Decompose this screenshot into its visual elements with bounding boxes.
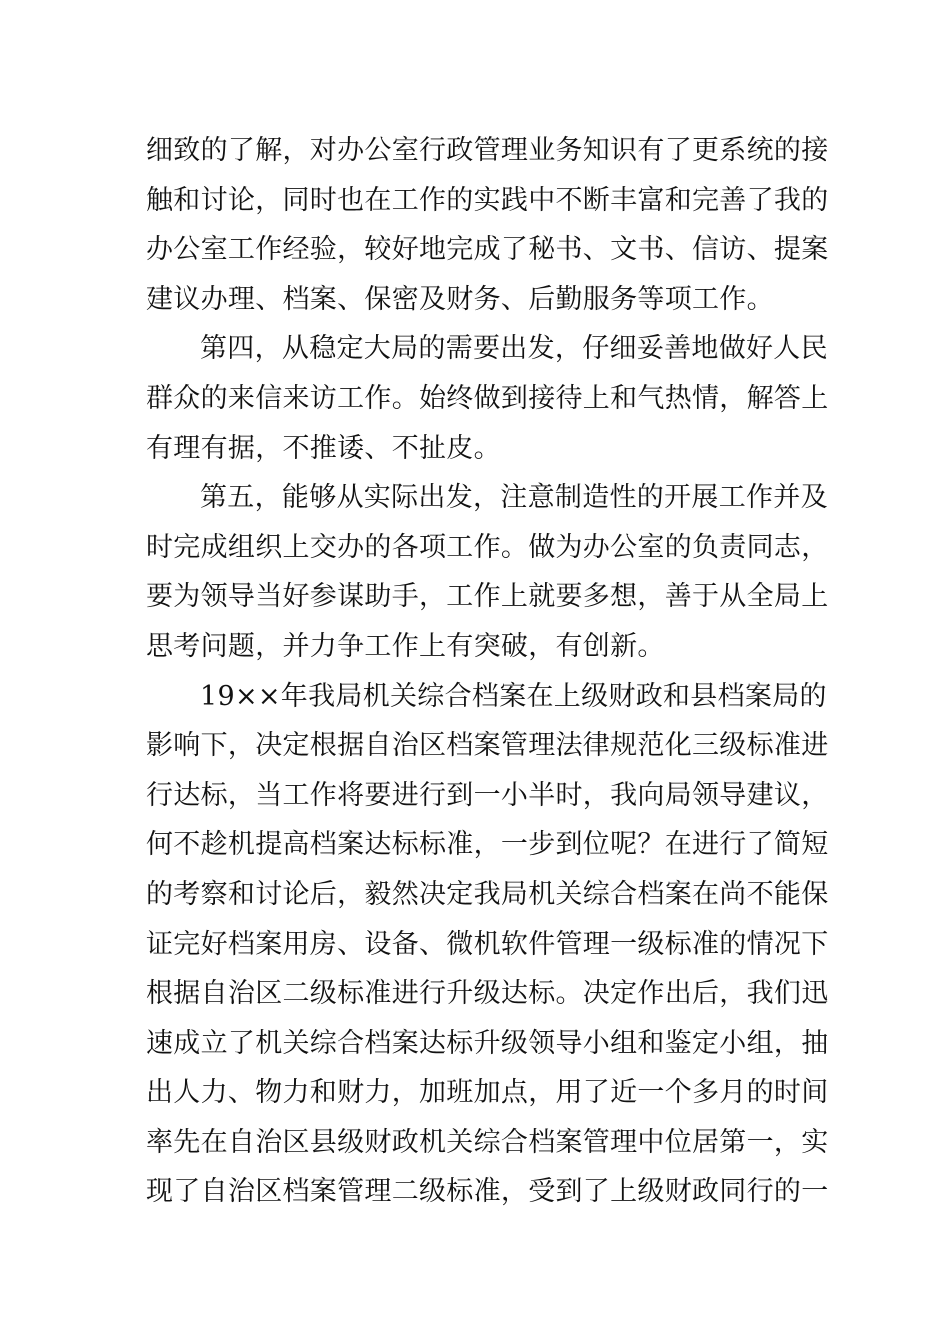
text-line: 根据自治区二级标准进行升级达标。决定作出后，我们迅 [146,978,829,1010]
text-line: 率先在自治区县级财政机关综合档案管理中位居第一，实 [146,1126,829,1158]
body-text [146,126,829,1217]
text-line: 思考问题，并力争工作上有突破，有创新。 [146,630,665,662]
text-line: 有理有据，不推诿、不扯皮。 [146,432,501,464]
paragraph-start-line: 第四，从稳定大局的需要出发，仔细妥善地做好人民 [200,333,828,365]
text-line: 速成立了机关综合档案达标升级领导小组和鉴定小组，抽 [146,1027,829,1059]
text-line: 建议办理、档案、保密及财务、后勤服务等项工作。 [146,283,774,315]
text-line: 出人力、物力和财力，加班加点，用了近一个多月的时间 [146,1077,829,1109]
text-line: 细致的了解，对办公室行政管理业务知识有了更系统的接 [146,135,829,166]
text-line: 现了自治区档案管理二级标准，受到了上级财政同行的一 [146,1176,829,1208]
text-line: 触和讨论，同时也在工作的实践中不断丰富和完善了我的 [146,184,829,216]
text-line: 要为领导当好参谋助手，工作上就要多想，善于从全局上 [146,581,829,613]
text-line: 办公室工作经验，较好地完成了秘书、文书、信访、提案 [146,234,829,266]
text-line: 群众的来信来访工作。始终做到接待上和气热情，解答上 [146,382,829,414]
paragraph-start-line: 19××年我局机关综合档案在上级财政和县档案局的 [200,680,827,712]
text-line: 影响下，决定根据自治区档案管理法律规范化三级标准进 [146,730,829,762]
text-line: 行达标，当工作将要进行到一小半时，我向局领导建议， [146,779,829,811]
text-line: 何不趁机提高档案达标标准，一步到位呢？在进行了简短 [146,829,829,861]
text-line: 证完好档案用房、设备、微机软件管理一级标准的情况下 [146,928,829,960]
text-line: 的考察和讨论后，毅然决定我局机关综合档案在尚不能保 [146,878,829,910]
text-line: 时完成组织上交办的各项工作。做为办公室的负责同志， [146,531,829,563]
paragraph-start-line: 第五，能够从实际出发，注意制造性的开展工作并及 [200,482,828,514]
